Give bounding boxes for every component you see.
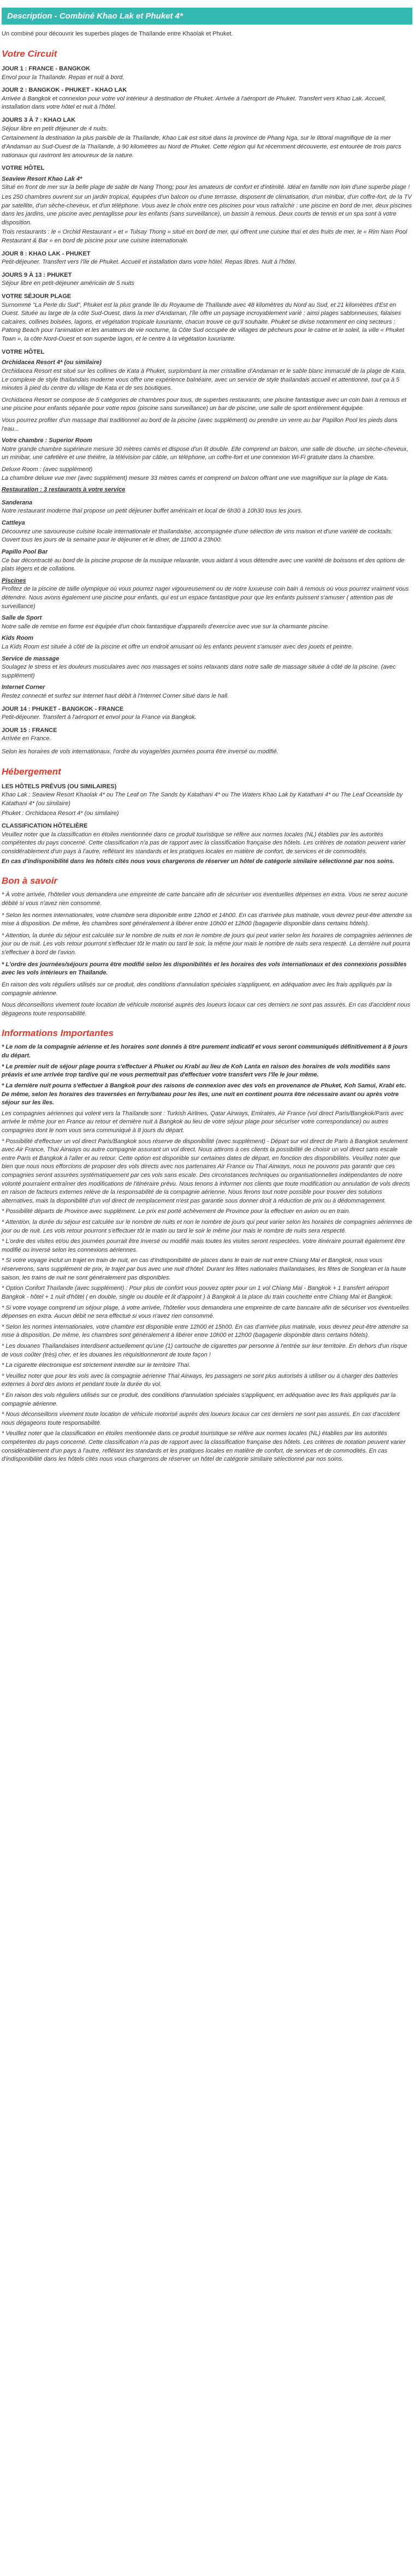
- day-text: Arrivée en France.: [2, 735, 51, 742]
- facility-text: Soulagez le stress et les douleurs musculaires avec nos massages et soins relaxants dans notre salle de massage située à côté de la piscine. (avec supplément): [2, 664, 396, 679]
- good-to-know-text: En raison des vols réguliers utilisés sur ce produit, des conditions d'annulation spéciales s'appliquent, en adéquation avec les frais appliqués par la compagnie aérienne.: [2, 981, 392, 997]
- facility-text: Découvrez une savoureuse cuisine locale internationale et thaïlandaise, accompagnée d'une sélection de vins maison et d'une variété de cocktails. Ouvert tous les jours de la semaine pour le déjeuner et le dîner, de 11h00 à 23h00.: [2, 528, 393, 544]
- info-note: * Possibilité d'effectuer un vol direct Paris/Bangkok sous réserve de disponibilité (avec supplément) - Départ sur vol direct de Paris à Bangkok seulement avec Air France, Thaï Airways ou autre compagnie assurant un vol direct. Nous attirons à ces clients la possibilité de choisir un vol direct sans escale entre Paris et Bangkok à l'aller et au retour. Cette option est disponible sur certaines dates de départ, en fonction des disponibilités. Veuillez noter que bien que nous nous efforcions de proposer des vols directs avec nos partenaires Air France ou Thaï Airways, nous ne pouvons pas garantir que ces compagnies seront assurées systématiquement par ces vols sans escale. Des circonstances techniques ou organisationnelles indépendantes de notre volonté pourraient entraîner des modifications de l'itinéraire prévu. Nous tenons à informer nos clients que toute modification ou annulation de vols directs en raison de facteurs externes relève de la responsabilité de la compagnie aérienne. Nous ferons tout notre possible pour trouver des solutions alternatives, mais la disponibilité d'un vol direct de remplacement n'est pas garantie sous donner droit à réduction de prix ou à dédommagement.: [2, 1138, 410, 1204]
- hotels-text: Khao Lak : Seaview Resort Khaolak 4* ou The Leaf on The Sands by Katathani 4* ou The Waters Khao Lak by Katathani 4* ou The Leaf Oceanside by Katathani 4* (ou similaire): [2, 792, 403, 807]
- info-note: * Nous déconseillons vivement toute location de véhicule motorisé auprès des loueurs locaux car ces derniers ne sont pas assurés. En cas d'accident nous dégageons toute responsabilité.: [2, 1411, 400, 1426]
- classification-note: En cas d'indisponibilité dans les hôtels cités nous vous chargerons de réserver un hôtel de catégorie similaire sélectionné par nos soins.: [2, 858, 395, 865]
- hotel-text: Orchidacea Resort est situé sur les collines de Kata à Phuket, surplombant la mer cristalline d'Andaman et le sable blanc immaculé de la plage de Kata. Le complexe de style thaïlandais moderne vous offre une expérience balnéaire, avec un service de style thaïlandais accueil et attentionné, tout ça à 5 minutes à pied du centre du village de Kata et de ses boutiques.: [2, 367, 406, 392]
- facility-text: Notre salle de remise en forme est équipée d'un choix fantastique d'appareils d'exercice avec vue sur la charmante piscine.: [2, 623, 330, 630]
- day-title: JOURS 9 À 13 : PHUKET: [2, 271, 72, 278]
- deluxe-title: Deluxe Room : (avec supplément): [2, 466, 93, 473]
- info-note: * Possibilité départs de Province avec supplément. Le prix est porté achèvement de Province pour la effectuer en avion ou en train.: [2, 1208, 351, 1215]
- hotel-label: VOTRE HÔTEL: [2, 348, 45, 355]
- important-info-heading: Informations Importantes: [2, 1028, 114, 1039]
- good-to-know-text: * L'ordre des journées/séjours pourra être modifié selon les disponibilités et les horaires des vols internationaux et des connexions possibles avec les vols intérieurs en Thaïlande.: [2, 961, 407, 977]
- day-title: JOUR 2 : BANGKOK - PHUKET - KHAO LAK: [2, 87, 127, 94]
- important-info-section: [2, 1027, 412, 1464]
- day-title: JOUR 1 : FRANCE - BANGKOK: [2, 66, 90, 73]
- good-to-know-text: Nous déconseillons vivement toute location de véhicule motorisé auprès des loueurs locaux car ces derniers ne sont pas assurés. En cas d'accident nous dégageons toute responsabilité.: [2, 1002, 411, 1017]
- day-text: Envol pour la Thaïlande. Repas et nuit à bord.: [2, 74, 125, 81]
- region-text: Certainement la destination la plus paisible de la Thaïlande, Khao Lak est situé dans la province de Phang Nga, sur le littoral magnifique de la mer d'Andaman au Sud-Ouest de la Thaïlande, à 90 kilomètres au Nord de Phuket. Cette région qui fut récemment découverte, est entourée de trois parcs nationaux qui ravirront les amoureux de la nature.: [2, 135, 401, 159]
- stay-text: Surnommé "La Perle du Sud", Phuket est la plus grande île du Royaume de Thaïlande avec 48 kilomètres du Nord au Sud, et 21 kilomètres d'Est en Ouest. Située au large de la côte Sud-Ouest, dans la mer d'Andaman, l'île offre un paysage incroyablement varié : ainsi plages sablonneuses, falaises calcaires, collines boisées, lagons, et végétation tropicale luxuriante, chacun trouve ce qu'il souhaite. Phuket se divise notamment en cinq secteurs : Patong Beach pour l'animation et les amateurs de vie nocturne, la Côte Sud occupée de villages de pêcheurs pour le calme et le soleil, la ville « Phuket Town », la côte Nord-Ouest et son superbe lagon, et le centre à la végétation luxuriante.: [2, 301, 405, 343]
- info-note: * La dernière nuit pourra s'effectuer à Bangkok pour des raisons de connexion avec des vols en provenance de Phuket, Koh Samui, Krabi etc. De même, selon les horaires des traversées en ferry/bateau pour les îles, une nuit en continent pourra être nécessaire avant ou après votre séjour sur les îles.: [2, 1082, 406, 1106]
- day-text: Arrivée à Bangkok et connexion pour votre vol intérieur à destination de Phuket. Arrivée à l'aéroport de Phuket. Transfert vers Khao Lak. Accueil, installation dans votre hôtel et nuit à l'hôtel.: [2, 95, 386, 111]
- hotel-text: Les 250 chambres ouvrent sur un jardin tropical, équipées d'un balcon ou d'une terrasse, disposent de climatisation, d'un minibar, d'un coffre-fort, de la TV par satellite, d'un sèche-cheveux, et d'un téléphone. Vous avez le choix entre ces piscines pour vous rafraîchir : une piscine en bord de mer, deux piscines dans les jardins, une piscine avec pentaglisse pour les enfants (sans surveillance), un bassin à remous. Deux courts de tennis et un spa sont à votre disposition.: [2, 193, 412, 226]
- room-title: Votre chambre : Superior Room: [2, 437, 92, 444]
- tour-closing-note: Selon les horaires de vols internationaux, l'ordre du voyage/des journées pourra être inversé ou modifié.: [2, 748, 279, 755]
- facility-text: Restez connecté et surfez sur Internet haut débit à l'Internet Corner situé dans le hall.: [2, 693, 229, 700]
- info-note: * Le premier nuit de séjour plage pourra s'effectuer à Phuket ou Krabi au lieu de Koh Lanta en raison des horaires de vols modifiés sans préavis et une arrivée trop tardive qui ne vous permettrait pas d'effectuer votre transfert vers l'île le jour même.: [2, 1063, 391, 1079]
- facility-title: Service de massage: [2, 655, 60, 662]
- facility-title: Papillo Pool Bar: [2, 548, 48, 555]
- info-note: * L'ordre des visites et/ou des journées pourrait être inversé ou modifié mais toutes les visites seront respectées. Votre itinéraire pourrait également être modifié ou inversé selon les connexions aériennes.: [2, 1238, 405, 1253]
- lodging-heading: Hébergement: [2, 766, 61, 777]
- page-title: Description - Combiné Khao Lak et Phuket 4*: [2, 8, 412, 25]
- good-to-know-text: * Selon les normes internationales, votre chambre sera disponible entre 12h00 et 14h00. En cas d'arrivée plus matinale, vous devrez peut-être attendre sa mise à disposition. De même, les chambres sont généralement à libérer entre 10h00 et 12h00 (bagagerie disponible dans certains hôtels).: [2, 912, 412, 927]
- hotel-name: Orchidacea Resort 4* (ou similaire): [2, 359, 102, 366]
- day-title: JOUR 8 : KHAO LAK - PHUKET: [2, 250, 91, 257]
- stay-title: VOTRE SÉJOUR PLAGE: [2, 293, 72, 300]
- lodging-section: [2, 765, 412, 866]
- day-title: JOUR 14 : PHUKET - BANGKOK - FRANCE: [2, 705, 124, 712]
- hotel-name: Seaview Resort Khao Lak 4*: [2, 175, 82, 182]
- hotel-text: Situé en front de mer sur la belle plage de sable de Nang Thong; pour les amateurs de confort et d'intimité. Idéal en famille non loin d'une superbe plage !: [2, 184, 410, 191]
- intro-text: Un combiné pour découvrir les superbes plages de Thaïlande entre Khaolak et Phuket.: [2, 31, 233, 38]
- hotels-text: Phuket : Orchidacea Resort 4* (ou similaire): [2, 810, 119, 817]
- day-text: Petit-déjeuner. Transfert vers l'île de Phuket. Accueil et installation dans votre hôtel. Repas libres. Nuit à l'hôtel.: [2, 259, 297, 266]
- info-note: * En raison des vols réguliers utilisés sur ce produit, des conditions d'annulation spéciales s'appliquent, en adéquation avec les frais appliqués par la compagnie aérienne.: [2, 1392, 396, 1407]
- classification-title: CLASSIFICATION HÔTELIÈRE: [2, 823, 88, 830]
- hotel-text: Orchidacea Resort se compose de 5 catégories de chambres pour tous, de superbes restaurants, une piscine fantastique avec un coin bain à remous et une piscine pour enfants séparée pour votre repos (piscine sans surveillance) un bar de piscine, une salle de sport entièrement équipée.: [2, 396, 407, 412]
- hotel-text: Trois restaurants : le « Orchid Restaurant » et « Tulsay Thong » situé en bord de mer, qui offrent une cuisine thaï et des fruits de mer, le « Rim Nam Pool Restaurant & Bar » en bord de piscine pour une cuisine internationale.: [2, 229, 407, 244]
- info-note: * Option Confort Thaïlande (avec supplément) : Pour plus de confort vous pouvez opter pour un 1 vol Chiang Mai - Bangkok + 1 transfert aéroport Bangkok - hôtel + 1 nuit d'hôtel ( en double, single ou double et lit d'appoint ) à Bangkok à la place du train couchette entre Chiang Mai et Bangkok.: [2, 1285, 393, 1300]
- facility-title: Internet Corner: [2, 684, 45, 691]
- good-to-know-section: [2, 874, 412, 1018]
- tour-section: [2, 47, 412, 757]
- day-text: Séjour libre en petit déjeuner de 4 nuits.: [2, 125, 108, 132]
- info-note: * Si votre voyage inclut un trajet en train de nuit, en cas d'indisponibilité de places dans le train de nuit entre Chiang Mai et Bangkok, nous vous réserverons, sans supplément de prix, le trajet par bus avec une nuit d'hôtel. Durant les fêtes nationales thaïlandaises, les fêtes de Songkran et la haute saison, les trains de nuit ne sont généralement pas disponibles.: [2, 1257, 406, 1281]
- info-note: * Si votre voyage comprend un séjour plage, à votre arrivée, l'hôtelier vous demandera une empreinte de carte bancaire afin de sécuriser vos éventuelles dépenses en extra. Aucun débit ne sera effectué si vous n'avez rien consommé.: [2, 1304, 409, 1320]
- good-to-know-text: * Attention, la durée du séjour est calculée sur le nombre de nuits et non le nombre de jours qui peut varier selon les horaires de compagnies aériennes de jour ou de nuit. Les vols retour pourront s'effectuer tôt le matin ou tard le soir, la même jour mais le nombre de nuits sera respecté. La dernière nuit pourra s'effectuer à bord de l'avion.: [2, 932, 412, 956]
- facility-text: Profitez de la piscine de taille olympique où vous pourrez nager vigoureusement ou de notre luxueuse coin bain à remous où vous pourrez vraiment vous détendre. Nous avons également une piscine pour enfants, qui est un espace fantastique pour que les enfants puissent s'amuser ( attention pas de surveillance): [2, 586, 409, 610]
- restaurants-title: Restauration : 3 restaurants à votre service: [2, 486, 126, 493]
- info-note: * Veuillez noter que la classification en étoiles mentionnée dans ce produit touristique se réfère aux normes locales (NL) établies par les autorités compétentes du pays concerné. Cette classification n'a pas de rapport avec la classification française des hôtels. Les critères de notation peuvent varier considérablement d'un pays à l'autre, reflétant les standards et les pratiques locales en matière de confort, de services et de commodités. En cas d'indisponibilité dans les hôtels cités nous vous chargerons de réserver un hôtel de catégorie similaire sélectionné par nos soins.: [2, 1430, 406, 1463]
- day-title: JOUR 15 : FRANCE: [2, 727, 57, 734]
- good-to-know-text: * À votre arrivée, l'hôtelier vous demandera une empreinte de carte bancaire afin de sécuriser vos éventuelles dépenses en extra. Vous ne serez aucune débité si vous n'avez rien consommé.: [2, 891, 408, 907]
- hotel-label: VOTRE HÔTEL: [2, 165, 45, 172]
- good-to-know-heading: Bon à savoir: [2, 876, 58, 887]
- info-note: * Le nom de la compagnie aérienne et les horaires sont donnés à titre purement indicatif et vous seront communiqués définitivement à 8 jours du départ.: [2, 1044, 408, 1060]
- info-note: * Veuillez noter que pour les vols avec la compagnie aérienne Thaï Airways, les passagers ne sont plus autorisés à utiliser ou à charger des batteries externes à bord des avions et pendant toute la durée du vol.: [2, 1372, 398, 1388]
- facility-text: La Kids Room est située à côté de la piscine et offre un endroit amusant où les enfants peuvent s'amuser avec des jouets et peintre.: [2, 643, 353, 650]
- facility-title: Sanderana: [2, 499, 33, 506]
- facility-title: Salle de Sport: [2, 615, 42, 622]
- info-note: * La cigarette électronique est strictement interdite sur le territoire Thaï.: [2, 1362, 191, 1369]
- day-text: Séjour libre en petit-déjeuner américain de 5 nuits: [2, 280, 134, 287]
- info-note: * Attention, la durée du séjour est calculée sur le nombre de nuits et non le nombre de jours qui peut varier selon les horaires de compagnies aériennes de jour ou de nuit. Les vols retour pourront s'effectuer tôt le matin ou tard le soir le même jour mais le nombre de nuits sera respecté.: [2, 1219, 412, 1234]
- hotels-title: LES HÔTELS PRÉVUS (OU SIMILAIRES): [2, 783, 117, 790]
- classification-text: Veuillez noter que la classification en étoiles mentionnée dans ce produit touristique se réfère aux normes locales (NL) établies par les autorités compétentes du pays concerné. Cette classification n'a pas de rapport avec la classification française des hôtels. Les critères de notation peuvent varier considérablement d'un pays à l'autre, reflétant les standards et les pratiques locales en matière de confort, de services et de commodités.: [2, 831, 406, 855]
- room-text: Notre grande chambre supérieure mesure 30 mètres carrés et dispose d'un lit double. Elle comprend un balcon, une salle de douche, un sèche-cheveux, un minibar, une cafetière et une théière, la télévision par câble, un téléphone, un coffre-fort et une connexion Wi-Fi gratuite dans la chambre.: [2, 445, 409, 461]
- day-text: Petit-déjeuner. Transfert à l'aéroport et envol pour la France via Bangkok.: [2, 714, 197, 721]
- info-note: * Les douanes Thaïlandaises interdisent actuellement qu'une (1) cartouche de cigarettes par personne à l'entrée sur leur territoire. En dehors d'un risque de vous coûter (très) cher, et les douanes les réquisitionneront de toute façon !: [2, 1342, 407, 1358]
- info-note: Les compagnies aériennes qui volent vers la Thaïlande sont : Turkish Airlines, Qatar Airways, Emirates, Air France (vol direct Paris/Bangkok/Paris avec arrivée le même jour en France au retour et dernière nuit à Bangkok au lieu de votre séjour plage pour sécuriser votre correspondance) ou autres compagnies dont le nom vous sera communiqué à 8 jours du départ.: [2, 1110, 404, 1134]
- facility-text: Ce bar décontracté au bord de la piscine propose de la musique relaxante, vous aidant à vous détendre avec une variété de boissons et des options de plats légers et de collations.: [2, 557, 405, 573]
- info-note: * Selon les normes internationales, votre chambre est disponible entre 12h00 et 15h00. En cas d'arrivée plus matinale, vous devrez peut-être attendre sa mise à disposition. De même, les chambres sont généralement à libérer entre 10h00 et 12h00 (bagagerie disponible dans certains hôtels).: [2, 1323, 409, 1339]
- facility-text: Notre restaurant moderne thaï propose un petit déjeuner buffet américain et local de 6h30 à 10h30 tous les jours.: [2, 508, 303, 515]
- tour-heading: Votre Circuit: [2, 48, 57, 59]
- facility-title: Piscines: [2, 577, 26, 584]
- deluxe-text: La chambre deluxe vue mer (avec supplément) mesure 33 mètres carrés et comprend un balcon offrant une vue magnifique sur la plage de Kata.: [2, 474, 388, 481]
- hotel-text: Vous pourrez profiter d'un massage thaï traditionnel au bord de la piscine (avec supplément) ou prendre un verre au bar Papillon Pool les pieds dans l'eau...: [2, 417, 398, 432]
- day-title: JOURS 3 À 7 : KHAO LAK: [2, 117, 76, 124]
- facility-title: Cattleya: [2, 520, 25, 527]
- facility-title: Kids Room: [2, 635, 34, 642]
